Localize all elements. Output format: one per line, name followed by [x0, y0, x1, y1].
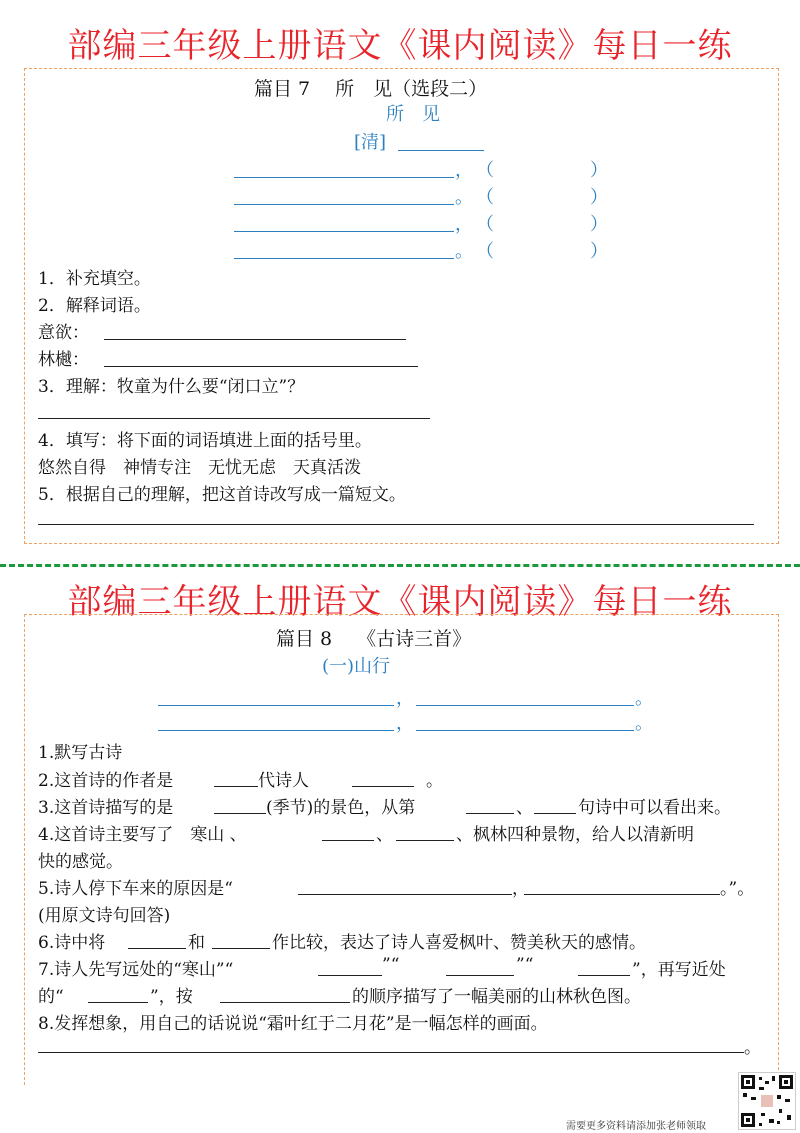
s1-question-2: 2．解释词语。 [38, 296, 151, 316]
paren-open-2: （ [476, 187, 494, 208]
s2-q7-part-b: ”“ [382, 955, 400, 975]
q6-compare-2-blank[interactable] [212, 948, 270, 949]
poem2-period-2: 。 [635, 713, 653, 734]
q3-line-no-1-blank[interactable] [466, 813, 514, 814]
q3-line-no-2-blank[interactable] [534, 813, 576, 814]
s2-q2-part-b: 代诗人 [258, 771, 309, 791]
s1-question-4: 4．填写：将下面的词语填进上面的括号里。 [38, 431, 372, 451]
q7-order-blank[interactable] [220, 1002, 350, 1003]
q7-near-blank[interactable] [88, 1002, 148, 1003]
poem2-period-1: 。 [635, 688, 653, 709]
s2-q7-part-e: 的“ [38, 987, 64, 1007]
q4-scene-2-blank[interactable] [322, 840, 374, 841]
term-linyue: 林樾： [38, 350, 89, 370]
poem-line-2-blank[interactable] [234, 204, 454, 205]
paren-close-4: ） [590, 241, 608, 262]
s2-q5-part-c: 。”。 [720, 879, 755, 899]
s2-q7-part-d: ”，再写近处 [632, 960, 726, 980]
paren-open-1: （ [476, 160, 494, 181]
paren-open-3: （ [476, 214, 494, 235]
q4-scene-3-blank[interactable] [396, 840, 454, 841]
author-blank[interactable] [398, 150, 484, 151]
s2-q4-part-c: 、枫林四种景物，给人以清新明 [456, 825, 694, 845]
poem2-line-1-blank[interactable] [158, 705, 394, 706]
s2-q6-part-b: 和 [188, 933, 205, 953]
q8-answer-blank[interactable] [38, 1052, 744, 1053]
s1-question-5: 5．根据自己的理解，把这首诗改写成一篇短文。 [38, 485, 406, 505]
poem-line-3-blank[interactable] [234, 231, 454, 232]
q7-far-2-blank[interactable] [318, 975, 382, 976]
section1-heading: 篇目 7 所 见（选段二） [254, 78, 488, 100]
poem2-line-3-blank[interactable] [158, 730, 394, 731]
s2-q4-part-d: 快的感觉。 [38, 852, 123, 872]
s2-q5-part-d: (用原文诗句回答) [38, 906, 171, 926]
poem2-line-4-blank[interactable] [416, 730, 634, 731]
s2-q7-part-f: ”，按 [150, 987, 193, 1007]
s1-question-1: 1．补充填空。 [38, 269, 151, 289]
q3-answer-blank[interactable] [38, 418, 430, 419]
s2-q8-end-period: 。 [744, 1038, 761, 1058]
term-yiyu: 意欲： [38, 323, 89, 343]
s2-q7-part-c: ”“ [516, 955, 534, 975]
s2-q3-part-a: 3.这首诗描写的是 [38, 798, 174, 818]
qr-code [738, 1072, 796, 1130]
q2-poet-blank[interactable] [352, 786, 414, 787]
paren-close-2: ） [590, 187, 608, 208]
punct-1: ， [455, 160, 473, 181]
qr-pattern-icon [739, 1073, 795, 1129]
q6-compare-1-blank[interactable] [128, 948, 186, 949]
poem2-line-2-blank[interactable] [416, 705, 634, 706]
q2-dynasty-blank[interactable] [214, 786, 258, 787]
s2-q2-part-a: 2.这首诗的作者是 [38, 771, 174, 791]
word-choices: 悠然自得 神情专注 无忧无虑 天真活泼 [38, 458, 361, 478]
s2-q7-part-a: 7.诗人先写远处的“寒山”“ [38, 960, 234, 980]
s2-q5-part-b: ， [512, 879, 529, 899]
punct-2: 。 [455, 187, 473, 208]
q5-reason-2-blank[interactable] [524, 894, 720, 895]
s2-q2-part-c: 。 [426, 771, 443, 791]
paren-open-4: （ [476, 241, 494, 262]
s2-q6-part-c: 作比较，表达了诗人喜爱枫叶、赞美秋天的感情。 [272, 933, 646, 953]
s2-question-8: 8.发挥想象，用自己的话说说“霜叶红于二月花”是一幅怎样的画面。 [38, 1014, 548, 1034]
s2-q3-part-c: 、 [516, 798, 533, 818]
q7-far-4-blank[interactable] [578, 975, 630, 976]
s2-q5-part-a: 5.诗人停下车来的原因是“ [38, 879, 233, 899]
s2-q4-part-b: 、 [376, 825, 393, 845]
paren-close-3: ） [590, 214, 608, 235]
poem-line-1-blank[interactable] [234, 177, 454, 178]
poem-line-4-blank[interactable] [234, 258, 454, 259]
s2-q3-part-b: (季节)的景色，从第 [266, 798, 416, 818]
s2-question-1: 1.默写古诗 [38, 743, 123, 763]
section-separator [0, 564, 800, 567]
q5-answer-blank[interactable] [38, 524, 754, 525]
punct-3: ， [455, 214, 473, 235]
term-linyue-blank[interactable] [104, 366, 418, 367]
author-prefix: [清] [354, 132, 387, 153]
s1-question-3: 3．理解：牧童为什么要“闭口立”？ [38, 377, 305, 397]
footer-note: 需要更多资料请添加张老师领取 [566, 1121, 706, 1132]
poem2-comma-1: ， [396, 688, 414, 709]
q7-far-3-blank[interactable] [446, 975, 514, 976]
q5-reason-1-blank[interactable] [298, 894, 512, 895]
poem-title-1: 所 见 [386, 104, 440, 125]
banner-bottom: 部编三年级上册语文《课内阅读》每日一练 [67, 582, 733, 622]
poem-title-2: (一)山行 [322, 656, 391, 677]
banner-top: 部编三年级上册语文《课内阅读》每日一练 [67, 26, 733, 66]
q3-season-blank[interactable] [214, 813, 266, 814]
s2-q6-part-a: 6.诗中将 [38, 933, 106, 953]
section2-heading: 篇目 8 《古诗三首》 [276, 628, 472, 650]
s2-q7-part-g: 的顺序描写了一幅美丽的山林秋色图。 [352, 987, 641, 1007]
poem2-comma-2: ， [396, 713, 414, 734]
paren-close-1: ） [590, 160, 608, 181]
s2-q4-part-a: 4.这首诗主要写了 寒山 、 [38, 825, 247, 845]
punct-4: 。 [455, 241, 473, 262]
term-yiyu-blank[interactable] [104, 339, 406, 340]
s2-q3-part-d: 句诗中可以看出来。 [578, 798, 731, 818]
